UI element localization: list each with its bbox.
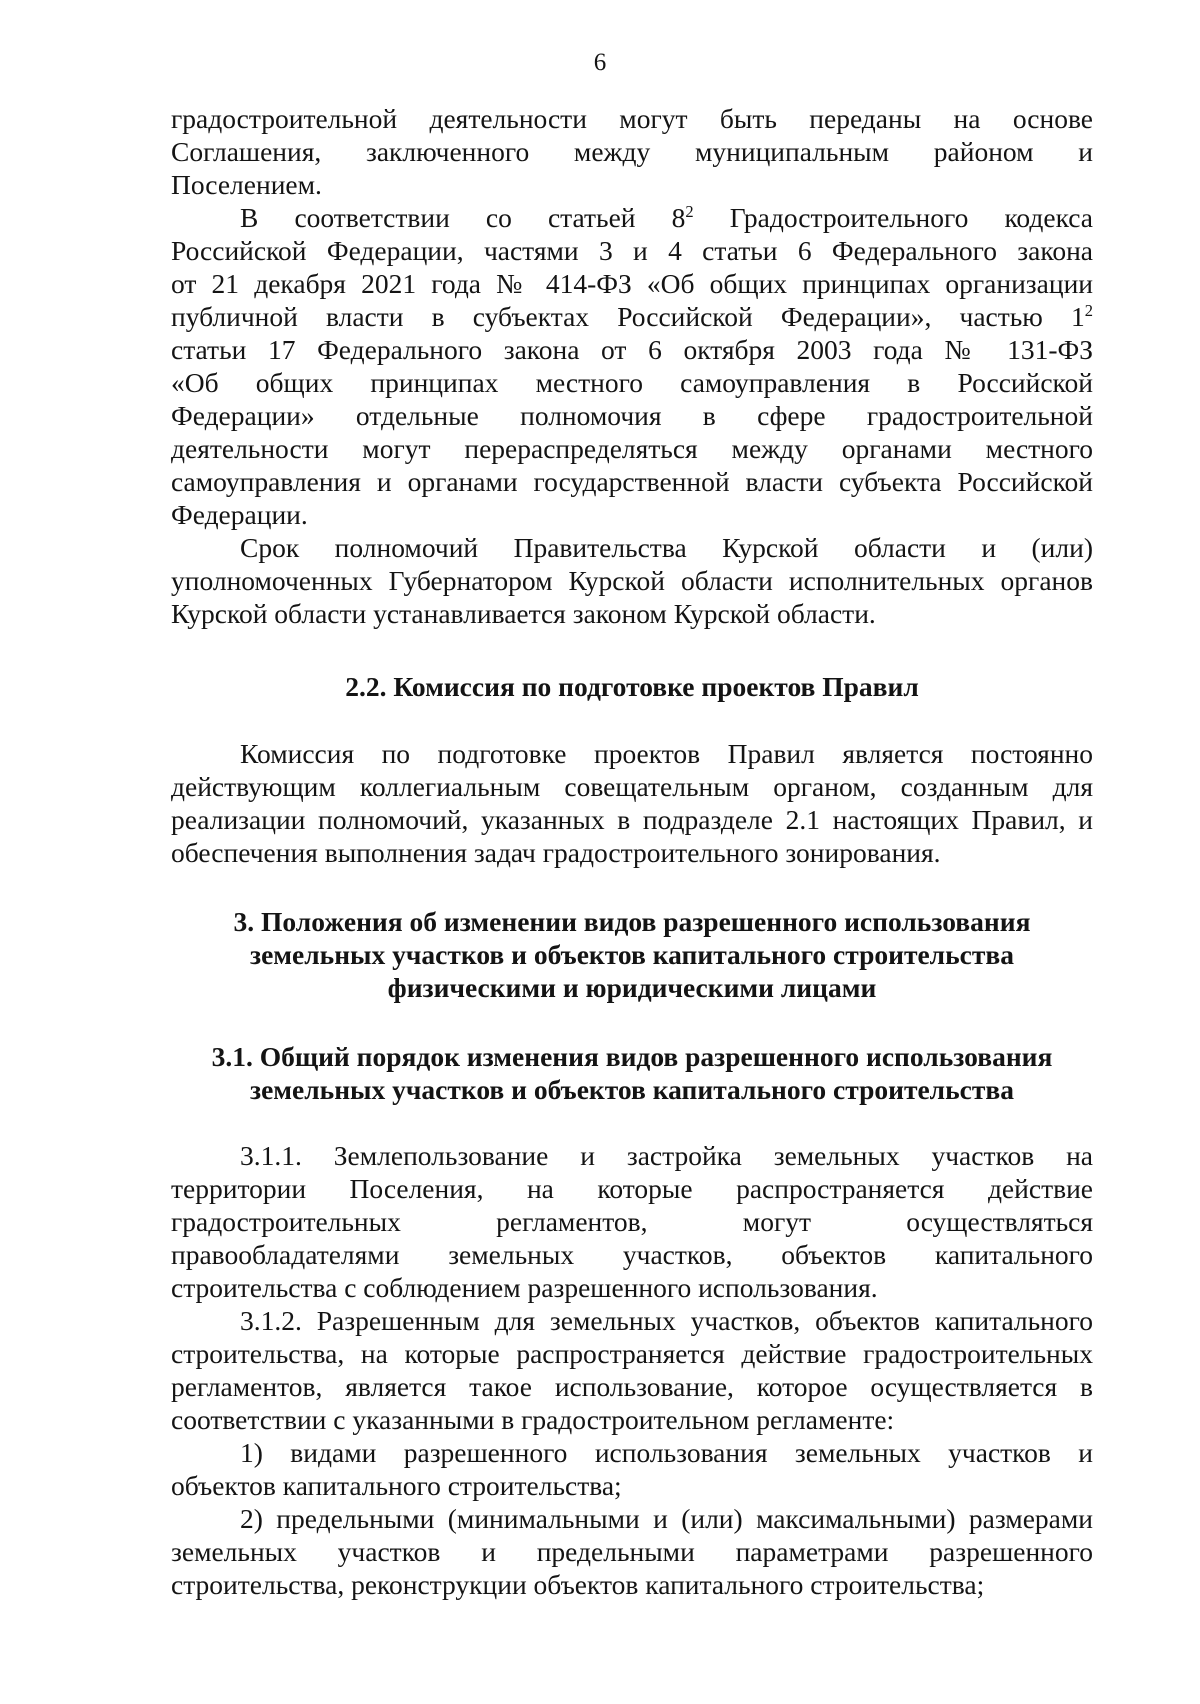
text-line: правообладателями земельных участков, объектов капитального — [171, 1239, 1093, 1270]
list-item-line: земельных участков и предельными параметрами разрешенного — [171, 1536, 1093, 1567]
text-line: градостроительной деятельности могут быть переданы на основе — [171, 103, 1093, 134]
text-line: строительства, на которые распространяется действие градостроительных — [171, 1338, 1093, 1369]
text-line: статьи 17 Федерального закона от 6 октября 2003 года № 131-ФЗ — [171, 334, 1093, 365]
text-line: Соглашения, заключенного между муниципальным районом и — [171, 136, 1093, 167]
text-line: реализации полномочий, указанных в подразделе 2.1 настоящих Правил, и — [171, 804, 1093, 835]
text-line: 3.1.2. Разрешенным для земельных участков, объектов капитального — [240, 1305, 1093, 1336]
text-line: действующим коллегиальным совещательным органом, созданным для — [171, 771, 1093, 802]
text-line: уполномоченных Губернатором Курской области исполнительных органов — [171, 565, 1093, 596]
text-line: Российской Федерации, частями 3 и 4 статьи 6 Федерального закона — [171, 235, 1093, 266]
text-line: самоуправления и органами государственной власти субъекта Российской — [171, 466, 1093, 497]
text-line: Федерации. — [171, 499, 308, 530]
text-line: Комиссия по подготовке проектов Правил является постоянно — [240, 738, 1093, 769]
text-line: обеспечения выполнения задач градостроительного зонирования. — [171, 837, 941, 868]
text-line: публичной власти в субъектах Российской Федерации», частью $1^2$ — [171, 300, 1093, 332]
section-heading-3: физическими и юридическими лицами — [387, 972, 877, 1003]
section-heading-3: 3. Положения об изменении видов разрешенного использования — [233, 906, 1031, 937]
text-line: деятельности могут перераспределяться между органами местного — [171, 433, 1093, 464]
text-line: «Об общих принципах местного самоуправления в Российской — [171, 367, 1093, 398]
section-heading-2-2: 2.2. Комиссия по подготовке проектов Правил — [345, 671, 919, 702]
text-line: Поселением. — [171, 169, 322, 200]
section-heading-3-1: земельных участков и объектов капитального строительства — [250, 1074, 1014, 1105]
text-line: территории Поселения, на которые распространяется действие — [171, 1173, 1093, 1204]
text-line: 3.1.1. Землепользование и застройка земельных участков на — [240, 1140, 1093, 1171]
list-item-line: объектов капитального строительства; — [171, 1470, 622, 1501]
text-line: В соответствии со статьей $8^2$ Градостроительного кодекса — [240, 201, 1093, 233]
text-line: регламентов, является такое использование, которое осуществляется в — [171, 1371, 1093, 1402]
text-line: градостроительных регламентов, могут осуществляться — [171, 1206, 1093, 1237]
text-line: Срок полномочий Правительства Курской области и (или) — [240, 532, 1093, 563]
text-line: от 21 декабря 2021 года № 414-ФЗ «Об общих принципах организации — [171, 268, 1093, 299]
page-number: 6 — [593, 49, 607, 76]
text-line: строительства с соблюдением разрешенного использования. — [171, 1272, 878, 1303]
text-line: Федерации» отдельные полномочия в сфере градостроительной — [171, 400, 1093, 431]
text-line: соответствии с указанными в градостроительном регламенте: — [171, 1404, 895, 1435]
list-item-line: строительства, реконструкции объектов капитального строительства; — [171, 1569, 985, 1600]
list-item-line: 2) предельными (минимальными и (или) максимальными) размерами — [240, 1503, 1093, 1534]
section-heading-3: земельных участков и объектов капитального строительства — [250, 939, 1014, 970]
section-heading-3-1: 3.1. Общий порядок изменения видов разрешенного использования — [211, 1041, 1053, 1072]
list-item-line: 1) видами разрешенного использования земельных участков и — [240, 1437, 1093, 1468]
text-line: Курской области устанавливается законом Курской области. — [171, 598, 876, 629]
